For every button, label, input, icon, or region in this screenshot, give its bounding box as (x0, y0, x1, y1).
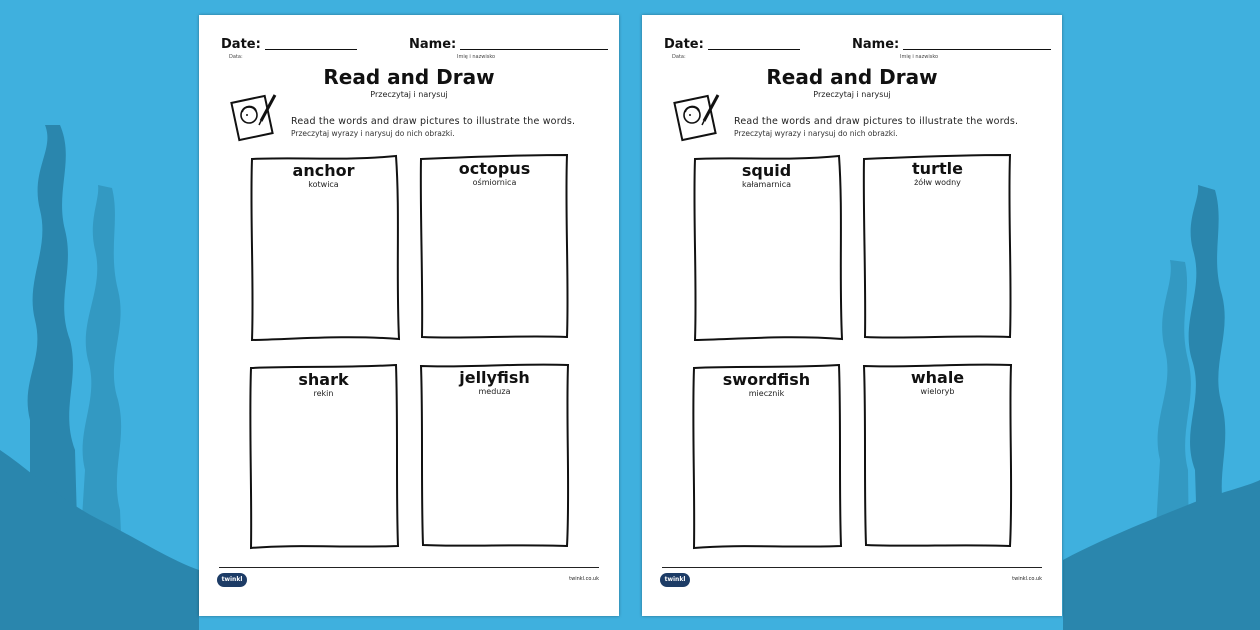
draw-box[interactable] (689, 153, 844, 343)
name-field (852, 37, 1051, 52)
name-label: Name: (409, 37, 457, 52)
box-word: squid (741, 161, 792, 180)
box-translation: miecznik (748, 389, 785, 398)
box-translation: kotwica (308, 180, 339, 189)
instruction-text: Read the words and draw pictures to illustrate the words. (734, 116, 1019, 127)
name-label: Name: (852, 37, 900, 52)
box-word: swordfish (722, 370, 811, 389)
worksheet-subtitle: Przeczytaj i narysuj (813, 90, 891, 99)
site-url: twinkl.co.uk (1012, 576, 1042, 582)
box-word: jellyfish (459, 368, 530, 387)
box-translation: żółw wodny (914, 178, 961, 187)
draw-box[interactable] (417, 360, 572, 550)
name-sub-label: Imię i nazwisko (900, 54, 939, 60)
drawing-icon (670, 87, 726, 143)
worksheet-subtitle: Przeczytaj i narysuj (370, 90, 448, 99)
box-word: turtle (912, 159, 963, 178)
date-label: Date: (664, 37, 704, 52)
footer-divider (219, 567, 599, 568)
box-translation: rekin (313, 389, 334, 398)
draw-box[interactable] (417, 151, 572, 341)
worksheet-title: Read and Draw (766, 65, 938, 89)
box-word: whale (910, 368, 965, 387)
box-word: shark (298, 370, 349, 389)
worksheet-right (642, 15, 1062, 616)
box-translation: wieloryb (920, 387, 955, 396)
worksheet-title: Read and Draw (323, 65, 495, 89)
box-translation: meduza (478, 387, 511, 396)
twinkl-logo: twinkl (660, 573, 690, 587)
date-field (664, 37, 800, 52)
instruction-translation: Przeczytaj wyrazy i narysuj do nich obrazki. (734, 129, 898, 138)
name-sub-label: Imię i nazwisko (457, 54, 496, 60)
draw-box[interactable] (860, 360, 1015, 550)
draw-box[interactable] (860, 151, 1015, 341)
drawing-icon (227, 87, 283, 143)
twinkl-logo: twinkl (217, 573, 247, 587)
box-translation: ośmiornica (472, 178, 517, 187)
instruction-text: Read the words and draw pictures to illustrate the words. (291, 116, 576, 127)
box-word: anchor (292, 161, 355, 180)
draw-box[interactable] (246, 362, 401, 552)
name-line[interactable] (903, 49, 1051, 50)
worksheet-left (199, 15, 619, 616)
box-word: octopus (458, 159, 531, 178)
date-line[interactable] (708, 49, 800, 50)
date-sub-label: Data: (672, 54, 686, 60)
footer-divider (662, 567, 1042, 568)
date-field (221, 37, 357, 52)
draw-box[interactable] (246, 153, 401, 343)
name-line[interactable] (460, 49, 608, 50)
box-translation: kałamarnica (741, 180, 791, 189)
site-url: twinkl.co.uk (569, 576, 599, 582)
draw-box[interactable] (689, 362, 844, 552)
date-sub-label: Data: (229, 54, 243, 60)
date-label: Date: (221, 37, 261, 52)
name-field (409, 37, 608, 52)
date-line[interactable] (265, 49, 357, 50)
instruction-translation: Przeczytaj wyrazy i narysuj do nich obrazki. (291, 129, 455, 138)
